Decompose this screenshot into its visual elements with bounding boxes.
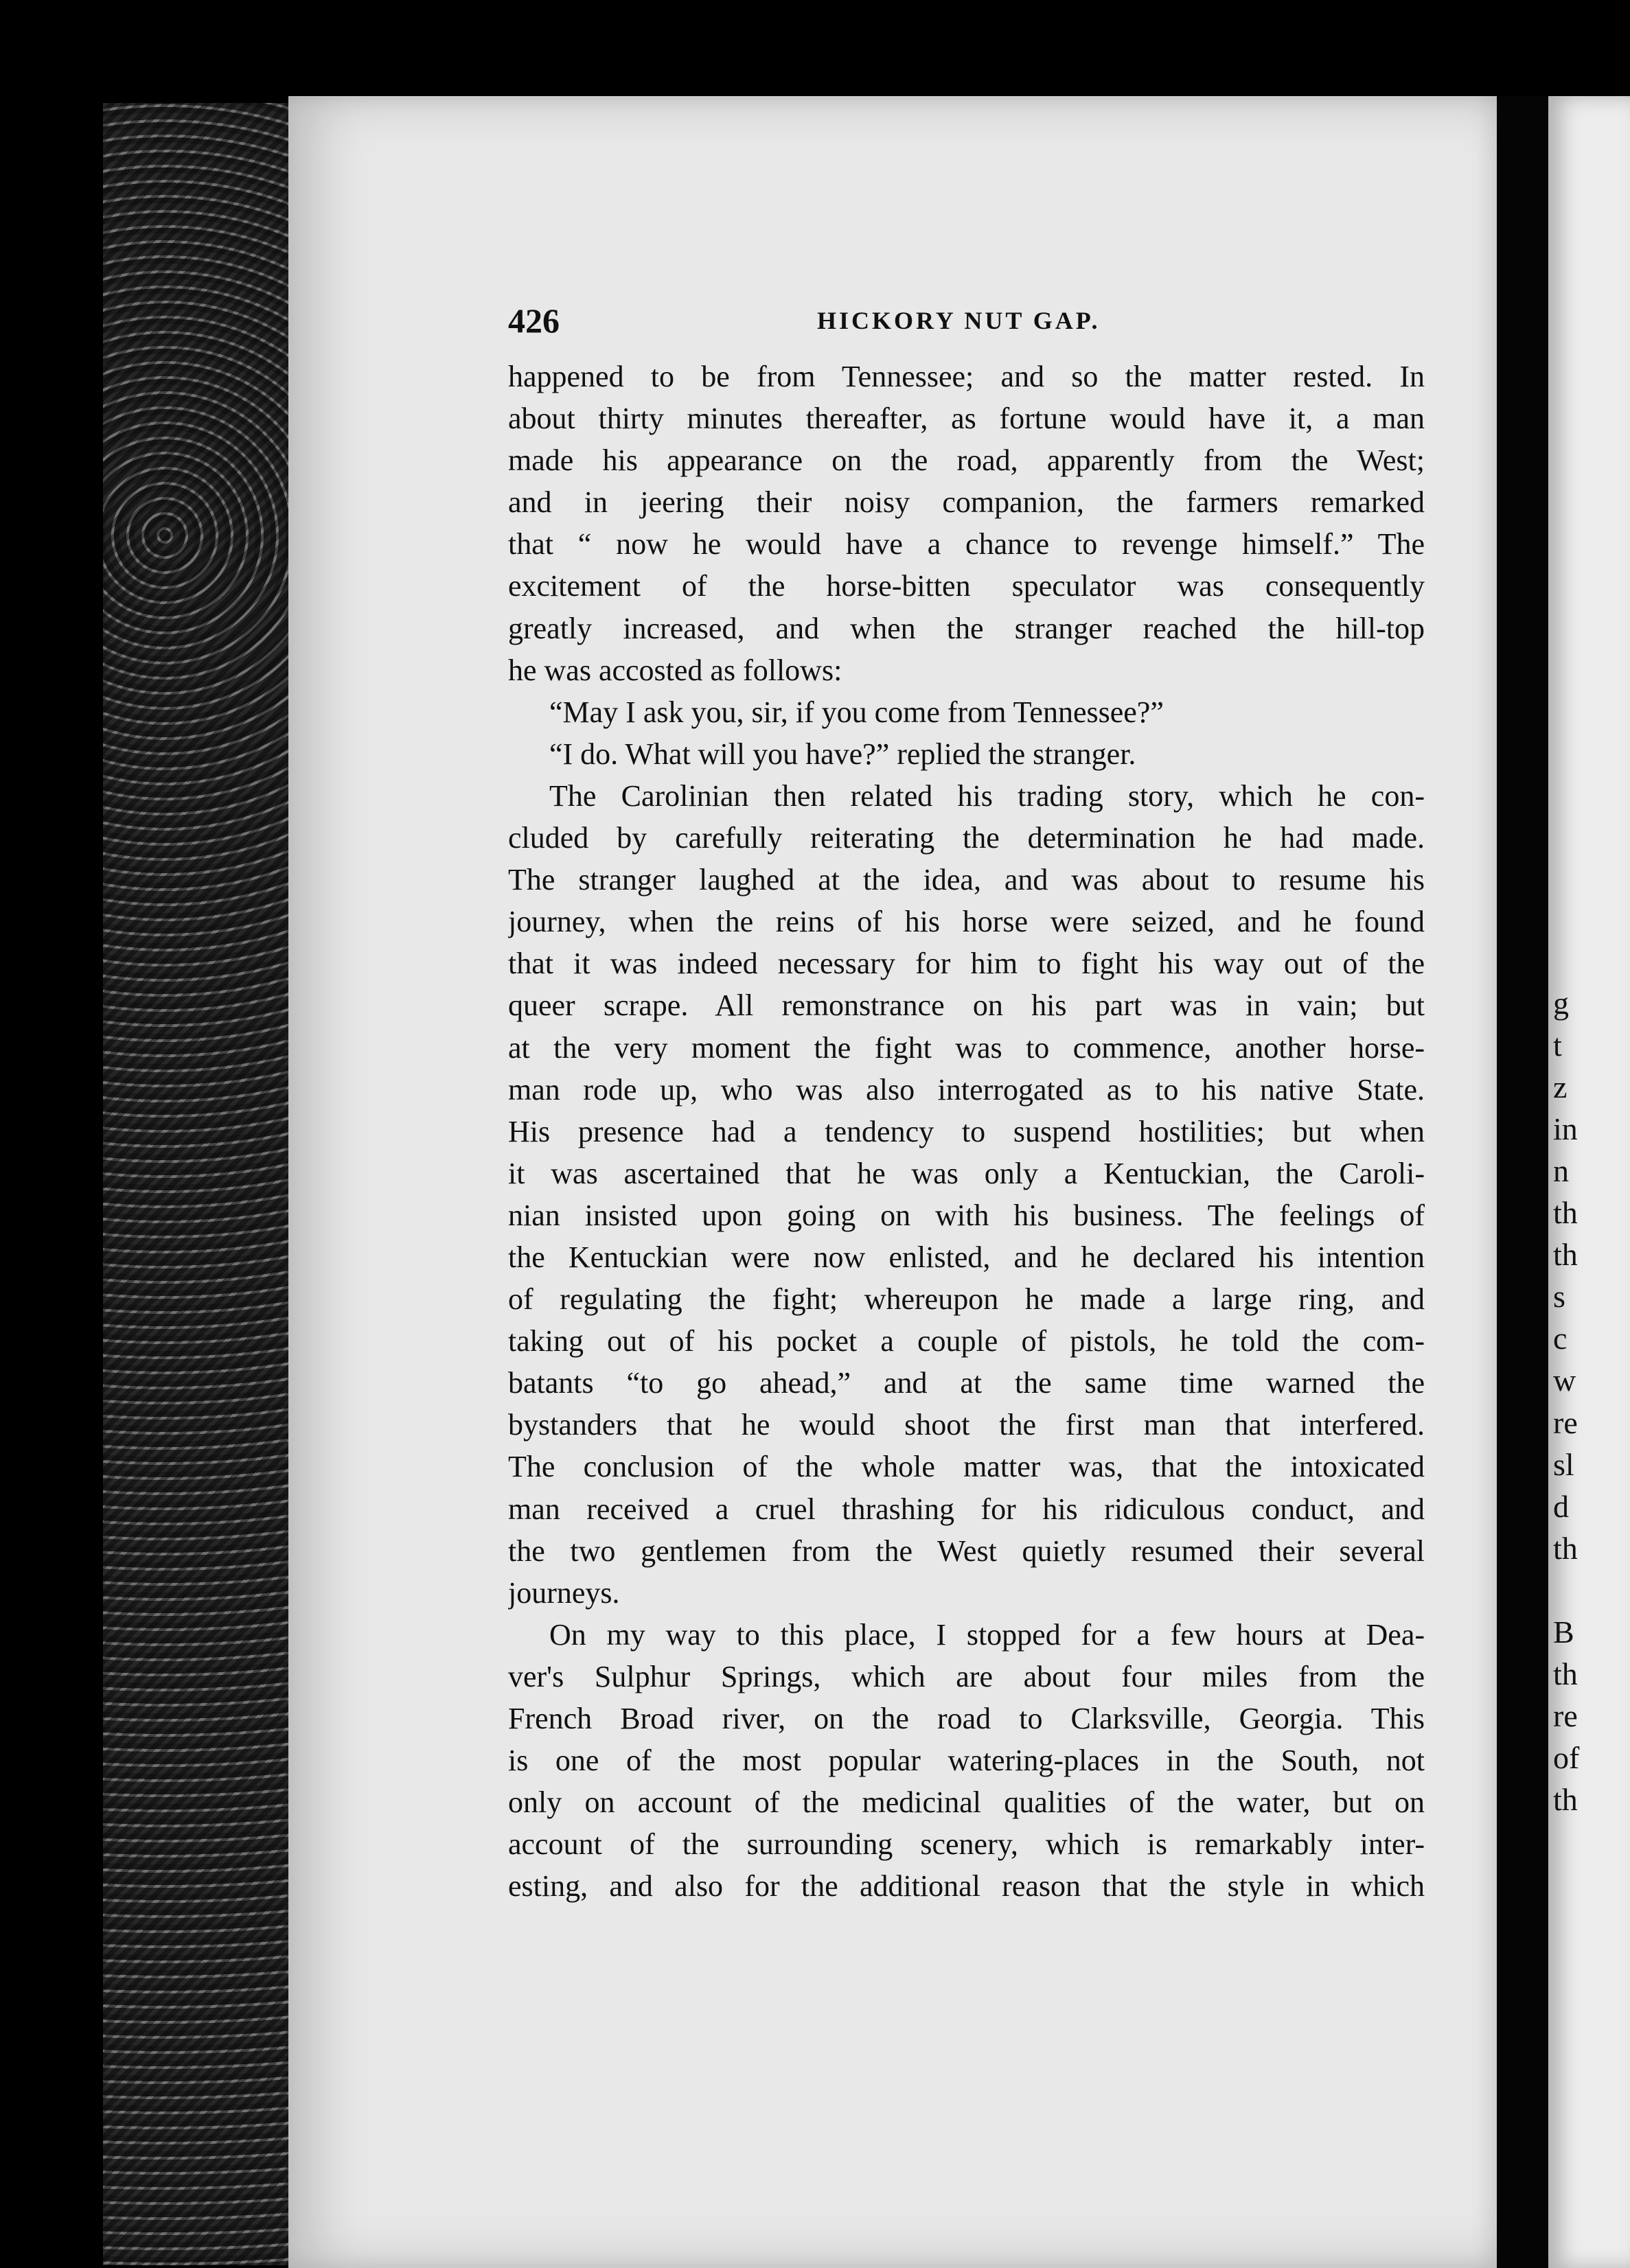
facing-page-fragment: th — [1553, 1237, 1578, 1273]
facing-page-fragment: th — [1553, 1656, 1578, 1692]
text-line: man received a cruel thrashing for his ridiculous conduct, and — [508, 1492, 1425, 1526]
text-line: His presence had a tendency to suspend hostilities; but when — [508, 1114, 1425, 1148]
facing-page-fragment: sl — [1553, 1446, 1574, 1482]
facing-page-fragment: n — [1553, 1153, 1569, 1188]
facing-page-fragment: d — [1553, 1488, 1569, 1524]
text-line: he was accosted as follows: — [508, 653, 842, 687]
text-line: only on account of the medicinal qualities of the water, but on — [508, 1785, 1425, 1820]
facing-page-fragment: re — [1553, 1698, 1578, 1734]
text-line: On my way to this place, I stopped for a few hours at Dea- — [549, 1617, 1425, 1652]
text-line: nian insisted upon going on with his business. The feelings of — [508, 1198, 1425, 1232]
text-line: batants “to go ahead,” and at the same time warned the — [508, 1366, 1425, 1400]
text-line: that “ now he would have a chance to revenge himself.” The — [508, 527, 1425, 562]
text-line: greatly increased, and when the stranger reached the hill-top — [508, 611, 1425, 645]
text-line: bystanders that he would shoot the first man that interfered. — [508, 1408, 1425, 1442]
text-line: “I do. What will you have?” replied the stranger. — [549, 737, 1136, 771]
facing-page-fragment: c — [1553, 1321, 1568, 1356]
facing-page-fragment: z — [1553, 1069, 1568, 1104]
text-line: The conclusion of the whole matter was, that the intoxicated — [508, 1450, 1425, 1484]
text-line: excitement of the horse-bitten speculator was consequently — [508, 569, 1425, 603]
text-line: it was ascertained that he was only a Kentuckian, the Caroli- — [508, 1156, 1425, 1190]
facing-page-fragment: th — [1553, 1195, 1578, 1230]
spine-gap — [1497, 96, 1548, 2268]
text-line: ver's Sulphur Springs, which are about four miles from the — [508, 1659, 1425, 1693]
facing-page-fragment: t — [1553, 1027, 1562, 1063]
text-line: account of the surrounding scenery, which is remarkably inter- — [508, 1827, 1425, 1862]
text-line: the Kentuckian were now enlisted, and he declared his intention — [508, 1240, 1425, 1274]
text-line: French Broad river, on the road to Clarksville, Georgia. This — [508, 1702, 1425, 1735]
text-line: of regulating the fight; whereupon he made a large ring, and — [508, 1282, 1425, 1317]
page-number: 426 — [508, 301, 560, 340]
text-line: the two gentlemen from the West quietly resumed their several — [508, 1534, 1425, 1568]
text-line: is one of the most popular watering-places in the South, not — [508, 1744, 1425, 1778]
text-line: that it was indeed necessary for him to fight his way out of the — [508, 947, 1425, 981]
text-line: and in jeering their noisy companion, the farmers remarked — [508, 485, 1425, 520]
facing-page-fragment: th — [1553, 1530, 1578, 1566]
text-line: “May I ask you, sir, if you come from Tennessee?” — [549, 695, 1164, 729]
text-line: made his appearance on the road, apparently from the West; — [508, 443, 1425, 478]
text-line: about thirty minutes thereafter, as fortune would have it, a man — [508, 402, 1425, 436]
facing-page-fragment: of — [1553, 1740, 1580, 1776]
text-line: happened to be from Tennessee; and so the matter rested. In — [508, 360, 1425, 393]
text-line: taking out of his pocket a couple of pistols, he told the com- — [508, 1324, 1425, 1358]
running-head: HICKORY NUT GAP. — [817, 307, 1101, 334]
text-line: queer scrape. All remonstrance on his part was in vain; but — [508, 988, 1425, 1023]
body-text — [508, 356, 1425, 1907]
text-line: The Carolinian then related his trading story, which he con- — [549, 778, 1425, 813]
text-line: esting, and also for the additional reason that the style in which — [508, 1869, 1425, 1903]
text-line: journey, when the reins of his horse were seized, and he found — [508, 905, 1425, 939]
text-line: man rode up, who was also interrogated as to his native State. — [508, 1072, 1425, 1107]
page-header — [508, 301, 1421, 342]
facing-page-fragment: in — [1553, 1111, 1578, 1146]
text-line: cluded by carefully reiterating the determination he had made. — [508, 821, 1425, 855]
facing-page-fragment: g — [1553, 985, 1569, 1021]
facing-page-fragment: re — [1553, 1404, 1578, 1440]
facing-page-fragment: s — [1553, 1279, 1565, 1315]
text-line: at the very moment the fight was to commence, another horse- — [508, 1030, 1425, 1065]
facing-page-fragment: B — [1553, 1615, 1574, 1650]
facing-page-fragment: th — [1553, 1782, 1578, 1818]
marbled-endpaper — [103, 103, 309, 2265]
text-line: journeys. — [508, 1575, 620, 1610]
text-line: The stranger laughed at the idea, and was about to resume his — [508, 863, 1425, 897]
facing-page-fragment: w — [1553, 1363, 1576, 1398]
